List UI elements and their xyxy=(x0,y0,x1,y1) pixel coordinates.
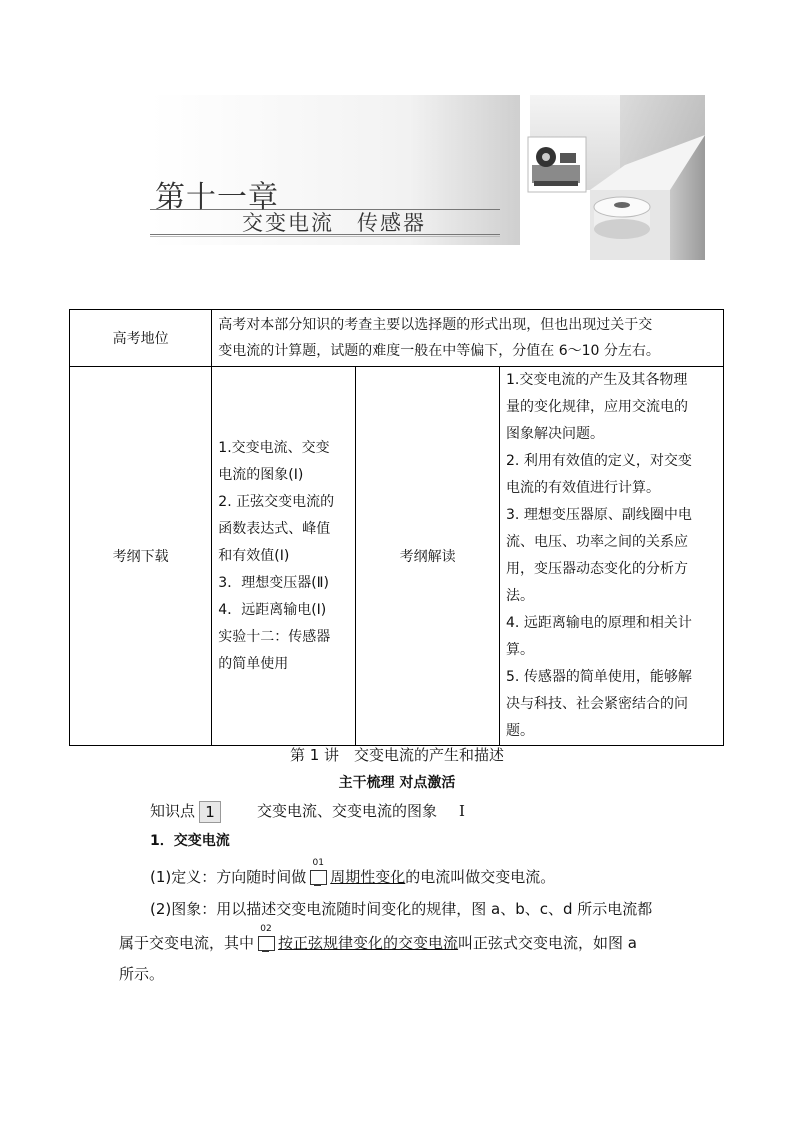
text-line: 法。 xyxy=(506,588,535,604)
text-line: 决与科技、社会紧密结合的问 xyxy=(506,696,689,712)
answer-blank-marker xyxy=(308,858,328,886)
text-line: 5. 传感器的简单使用，能够解 xyxy=(506,669,692,685)
text-line: 4．远距离输电(Ⅰ) xyxy=(218,601,327,618)
text-line: 图象解决问题。 xyxy=(506,426,605,442)
blank-box-icon xyxy=(258,936,275,951)
text-line: 2. 利用有效值的定义，对交变 xyxy=(506,453,692,469)
knowledge-point-number-badge: 1 xyxy=(199,801,221,823)
label-syllabus-interpretation: 考纲解读 xyxy=(356,367,500,746)
text-line: 3．理想变压器(Ⅱ) xyxy=(218,574,330,591)
text-line: 量的变化规律，应用交流电的 xyxy=(506,399,689,415)
text-line: 1.交变电流的产生及其各物理 xyxy=(506,372,688,388)
graph-paragraph-line: (2)图象：用以描述交变电流随时间变化的规律，图 a、b、c、d 所示电流都 xyxy=(150,900,653,918)
text-line: 和有效值(Ⅰ) xyxy=(218,547,290,564)
section-title: 主干梳理 对点激活 xyxy=(338,775,456,791)
table-row xyxy=(70,310,724,367)
blank-box-icon xyxy=(310,870,327,885)
answer-blank-marker xyxy=(256,924,276,952)
text-line: 流、电压、功率之间的关系应 xyxy=(506,534,689,550)
text-line: 变电流的计算题，试题的难度一般在中等偏下，分值在 6～10 分左右。 xyxy=(218,343,660,359)
graph-paragraph-line xyxy=(119,924,637,953)
text-line: 实验十二：传感器 xyxy=(218,628,331,645)
para-text: 叫正弦式交变电流，如图 a xyxy=(458,934,637,952)
knowledge-point-topic: 交变电流、交变电流的图象 xyxy=(257,802,438,820)
subheading-ac-current: 1．交变电流 xyxy=(150,833,230,849)
graph-paragraph-line: 所示。 xyxy=(119,965,165,983)
para-text: 的电流叫做交变电流。 xyxy=(405,868,556,886)
definition-paragraph xyxy=(150,858,556,887)
exam-status-text xyxy=(212,310,724,367)
text-line: 电流的图象(Ⅰ) xyxy=(218,466,304,483)
blank-answer: 按正弦规律变化的交变电流 xyxy=(278,934,459,952)
lesson-title: 第 1 讲 交变电流的产生和描述 xyxy=(289,746,505,764)
text-line: 的简单使用 xyxy=(218,655,289,672)
text-line: 题。 xyxy=(506,723,535,739)
blank-number: 02 xyxy=(260,924,272,934)
text-line: 4. 远距离输电的原理和相关计 xyxy=(506,615,692,631)
knowledge-point-heading xyxy=(150,800,465,823)
row-label-exam-status: 高考地位 xyxy=(70,310,212,367)
text-line: 电流的有效值进行计算。 xyxy=(506,480,661,496)
knowledge-point-level: Ⅰ xyxy=(459,802,465,820)
blank-dash xyxy=(314,885,321,886)
blank-dash xyxy=(262,951,269,952)
table-row xyxy=(70,367,724,746)
text-line: 算。 xyxy=(506,642,535,658)
para-text: (1)定义：方向随时间做 xyxy=(150,868,307,886)
text-line: 1.交变电流、交变 xyxy=(218,439,330,456)
text-line: 2. 正弦交变电流的 xyxy=(218,493,335,510)
chapter-subtitle: 交变电流 传感器 xyxy=(242,211,426,235)
para-text: 属于交变电流，其中 xyxy=(119,934,255,952)
text-line: 函数表达式、峰值 xyxy=(218,520,331,537)
blank-number: 01 xyxy=(312,858,324,868)
syllabus-list xyxy=(212,367,356,746)
text-line: 3. 理想变压器原、副线圈中电 xyxy=(506,507,692,523)
row-label-syllabus: 考纲下载 xyxy=(70,367,212,746)
chapter-overview-table xyxy=(69,309,724,746)
blank-answer: 周期性变化 xyxy=(330,868,406,886)
text-line: 用，变压器动态变化的分析方 xyxy=(506,561,689,577)
chapter-title: 第十一章 xyxy=(155,180,279,215)
text-line: 高考对本部分知识的考查主要以选择题的形式出现，但也出现过关于交 xyxy=(218,317,653,333)
knowledge-point-prefix: 知识点 xyxy=(150,802,196,820)
interpretation-list xyxy=(500,367,724,746)
